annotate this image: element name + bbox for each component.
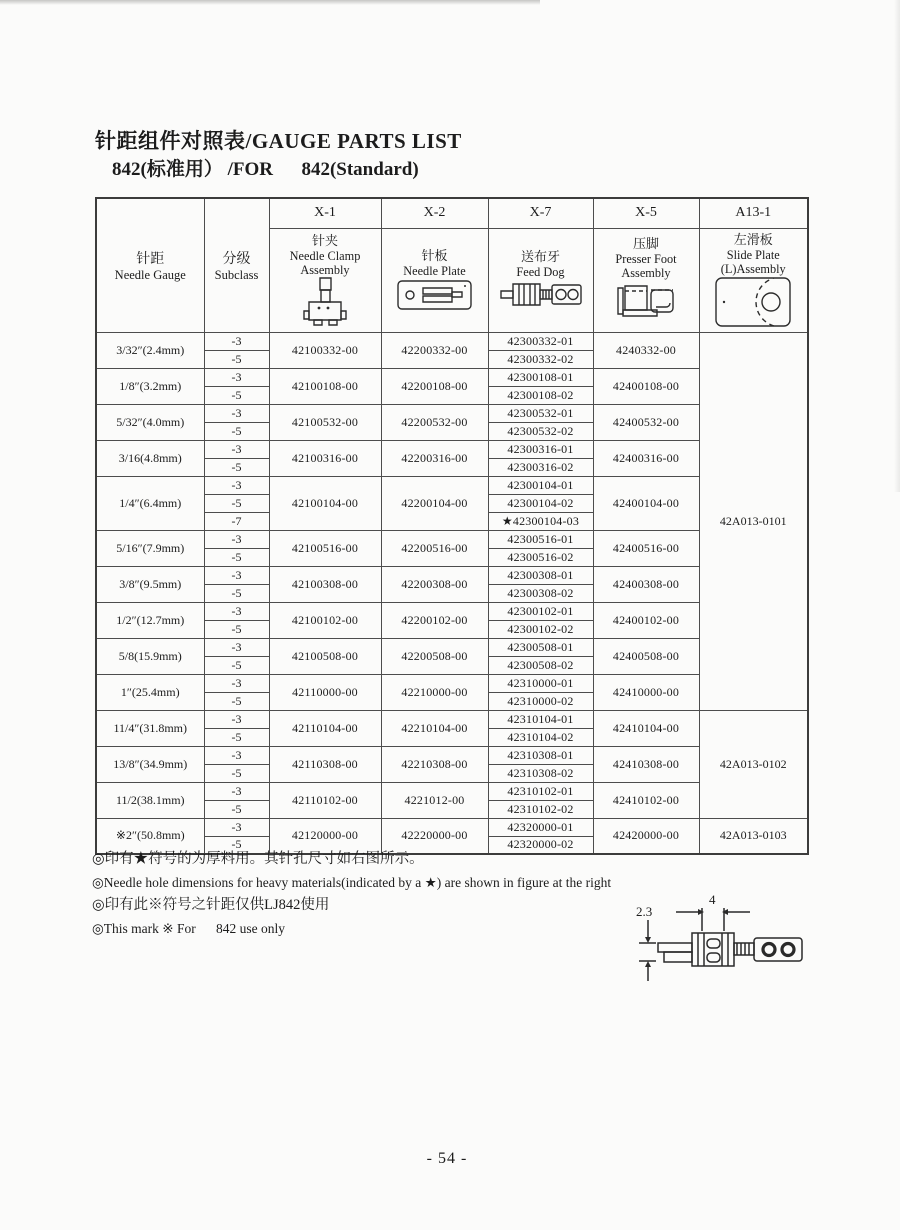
subclass-label-en: Subclass	[214, 267, 259, 282]
subclass-cell: -3	[204, 440, 269, 458]
x7-part-cell: 42300108-01	[488, 368, 593, 386]
gauge-cell: 5/16″(7.9mm)	[96, 530, 204, 566]
x1-part-cell: 42110102-00	[269, 782, 381, 818]
gauge-cell: 3/8″(9.5mm)	[96, 566, 204, 602]
x7-part-cell: 42320000-01	[488, 818, 593, 836]
a13-part-cell: 42A013-0101	[699, 332, 808, 710]
subclass-cell: -5	[204, 620, 269, 638]
figure-dim-height-label: 2.3	[636, 904, 653, 919]
x2-part-cell: 42210308-00	[381, 746, 488, 782]
subclass-cell: -3	[204, 674, 269, 692]
subclass-cell: -5	[204, 494, 269, 512]
x5-part-cell: 42400532-00	[593, 404, 699, 440]
gauge-cell: 1″(25.4mm)	[96, 674, 204, 710]
x7-part-cell: 42300102-02	[488, 620, 593, 638]
x1-part-cell: 42100516-00	[269, 530, 381, 566]
x7-part-cell: 42300532-01	[488, 404, 593, 422]
subclass-cell: -3	[204, 818, 269, 836]
col-header-x2	[381, 228, 488, 332]
needle-clamp-icon	[296, 277, 354, 327]
col-header-x7	[488, 228, 593, 332]
subclass-cell: -7	[204, 512, 269, 530]
footnote-star-zh: ◎印有★符号的为厚料用。其针孔尺寸如右图所示。	[92, 851, 424, 867]
x7-part-cell: 42310000-01	[488, 674, 593, 692]
x7-part-cell: 42310102-02	[488, 800, 593, 818]
table-row	[96, 710, 808, 728]
subclass-cell: -5	[204, 386, 269, 404]
subclass-cell: -3	[204, 602, 269, 620]
subclass-cell: -3	[204, 746, 269, 764]
subclass-cell: -5	[204, 800, 269, 818]
slide-plate-icon	[714, 276, 792, 328]
header-code-row	[96, 198, 808, 228]
x7-part-cell: 42300108-02	[488, 386, 593, 404]
footnote-mark-en: ◎This mark ※ For 842 use only	[92, 921, 285, 936]
subclass-cell: -3	[204, 404, 269, 422]
col-header-x5	[593, 228, 699, 332]
scan-artifact-right	[894, 0, 900, 492]
gauge-cell: 5/32″(4.0mm)	[96, 404, 204, 440]
x7-part-cell: 42320000-02	[488, 836, 593, 854]
subclass-cell: -5	[204, 656, 269, 674]
page-title: 针距组件对照表/GAUGE PARTS LIST	[95, 129, 462, 153]
footnote-star-en: ◎Needle hole dimensions for heavy materials(indicated by a ★) are shown in figure at the right	[92, 875, 612, 890]
subclass-cell: -3	[204, 332, 269, 350]
x2-part-cell: 42200316-00	[381, 440, 488, 476]
subclass-label-zh: 分级	[222, 251, 251, 267]
gauge-cell: 1/4″(6.4mm)	[96, 476, 204, 530]
x5-label-zh: 压脚	[632, 235, 659, 251]
a13-label-en: Slide Plate (L)Assembly	[720, 247, 786, 276]
x7-part-cell: 42300532-02	[488, 422, 593, 440]
table-row	[96, 818, 808, 836]
gauge-cell: 3/32″(2.4mm)	[96, 332, 204, 368]
x7-part-cell: 42300516-01	[488, 530, 593, 548]
presser-foot-icon	[615, 280, 677, 324]
subclass-cell: -5	[204, 548, 269, 566]
x7-part-cell: 42310104-01	[488, 710, 593, 728]
x5-part-cell: 42400516-00	[593, 530, 699, 566]
x7-label-en: Feed Dog	[516, 264, 565, 279]
subclass-cell: -5	[204, 836, 269, 854]
x7-part-cell: 42300332-02	[488, 350, 593, 368]
col-code-x2: X-2	[381, 198, 488, 228]
x1-part-cell: 42110308-00	[269, 746, 381, 782]
x7-part-cell: 42300332-01	[488, 332, 593, 350]
x7-part-cell: 42300308-01	[488, 566, 593, 584]
x5-part-cell: 42410104-00	[593, 710, 699, 746]
subclass-cell: -5	[204, 584, 269, 602]
x1-part-cell: 42100102-00	[269, 602, 381, 638]
x1-part-cell: 42100532-00	[269, 404, 381, 440]
col-code-x5: X-5	[593, 198, 699, 228]
subclass-cell: -5	[204, 350, 269, 368]
x7-part-cell: 42300508-01	[488, 638, 593, 656]
x7-part-cell: 42310000-02	[488, 692, 593, 710]
x5-part-cell: 4240332-00	[593, 332, 699, 368]
gauge-cell: 5/8(15.9mm)	[96, 638, 204, 674]
x2-part-cell: 4221012-00	[381, 782, 488, 818]
x1-part-cell: 42100508-00	[269, 638, 381, 674]
x2-label-en: Needle Plate	[403, 263, 466, 278]
x1-part-cell: 42100104-00	[269, 476, 381, 530]
subclass-cell: -5	[204, 764, 269, 782]
x1-part-cell: 42100332-00	[269, 332, 381, 368]
x1-part-cell: 42100108-00	[269, 368, 381, 404]
x2-part-cell: 42200532-00	[381, 404, 488, 440]
x5-part-cell: 42410000-00	[593, 674, 699, 710]
feed-dog-icon	[500, 279, 582, 311]
x5-part-cell: 42400104-00	[593, 476, 699, 530]
x2-part-cell: 42200332-00	[381, 332, 488, 368]
a13-label-zh: 左滑板	[733, 231, 773, 247]
subclass-cell: -3	[204, 710, 269, 728]
needle-gauge-label-zh: 针距	[136, 251, 165, 267]
col-code-x1: X-1	[269, 198, 381, 228]
gauge-cell: 1/8″(3.2mm)	[96, 368, 204, 404]
x1-part-cell: 42110000-00	[269, 674, 381, 710]
col-code-x7: X-7	[488, 198, 593, 228]
x5-part-cell: 42400108-00	[593, 368, 699, 404]
x2-part-cell: 42210104-00	[381, 710, 488, 746]
footnotes	[92, 848, 692, 940]
x5-part-cell: 42400102-00	[593, 602, 699, 638]
x7-part-cell: 42310102-01	[488, 782, 593, 800]
x2-part-cell: 42220000-00	[381, 818, 488, 854]
subclass-cell: -3	[204, 566, 269, 584]
x5-part-cell: 42420000-00	[593, 818, 699, 854]
x7-part-cell: 42310104-02	[488, 728, 593, 746]
gauge-table-body	[96, 332, 808, 854]
x5-part-cell: 42410102-00	[593, 782, 699, 818]
x5-part-cell: 42400316-00	[593, 440, 699, 476]
x1-part-cell: 42110104-00	[269, 710, 381, 746]
needle-gauge-label-en: Needle Gauge	[114, 267, 186, 282]
x7-part-cell: 42300308-02	[488, 584, 593, 602]
scan-artifact-top	[0, 0, 540, 5]
needle-hole-dimension-figure	[628, 893, 873, 1001]
table-header	[96, 198, 808, 332]
x7-part-cell: 42310308-01	[488, 746, 593, 764]
needle-plate-icon	[396, 278, 474, 312]
subclass-cell: -3	[204, 638, 269, 656]
col-header-subclass	[204, 198, 269, 332]
a13-part-cell: 42A013-0103	[699, 818, 808, 854]
col-header-needle-gauge	[96, 198, 204, 332]
subclass-cell: -5	[204, 458, 269, 476]
x2-part-cell: 42200102-00	[381, 602, 488, 638]
gauge-cell: 11/2(38.1mm)	[96, 782, 204, 818]
figure-dim-width-label: 4	[709, 893, 716, 907]
x2-label-zh: 针板	[421, 247, 448, 263]
footnote-mark-zh: ◎印有此※符号之针距仅供LJ842使用	[92, 897, 330, 913]
x7-part-cell: 42300508-02	[488, 656, 593, 674]
subclass-cell: -3	[204, 476, 269, 494]
subclass-cell: -5	[204, 692, 269, 710]
col-header-x1	[269, 228, 381, 332]
x2-part-cell: 42200108-00	[381, 368, 488, 404]
a13-part-cell: 42A013-0102	[699, 710, 808, 818]
x1-label-en: Needle Clamp Assembly	[289, 248, 361, 277]
x1-label-zh: 针夹	[311, 232, 338, 248]
x5-part-cell: 42400508-00	[593, 638, 699, 674]
x7-part-cell: 42300316-02	[488, 458, 593, 476]
subclass-cell: -3	[204, 530, 269, 548]
gauge-cell: 3/16(4.8mm)	[96, 440, 204, 476]
gauge-parts-table	[95, 197, 809, 855]
x1-part-cell: 42120000-00	[269, 818, 381, 854]
x7-part-cell: ★42300104-03	[488, 512, 593, 530]
x5-label-en: Presser Foot Assembly	[615, 251, 677, 280]
x1-part-cell: 42100308-00	[269, 566, 381, 602]
x5-part-cell: 42410308-00	[593, 746, 699, 782]
x2-part-cell: 42200516-00	[381, 530, 488, 566]
x7-part-cell: 42300102-01	[488, 602, 593, 620]
subclass-cell: -3	[204, 368, 269, 386]
x2-part-cell: 42200104-00	[381, 476, 488, 530]
x2-part-cell: 42210000-00	[381, 674, 488, 710]
x7-label-zh: 送布牙	[520, 248, 560, 264]
x7-part-cell: 42300104-01	[488, 476, 593, 494]
subclass-cell: -5	[204, 422, 269, 440]
col-code-a13: A13-1	[699, 198, 808, 228]
x7-part-cell: 42300316-01	[488, 440, 593, 458]
subclass-cell: -5	[204, 728, 269, 746]
x7-part-cell: 42300516-02	[488, 548, 593, 566]
col-header-a13	[699, 228, 808, 332]
gauge-cell: 1/2″(12.7mm)	[96, 602, 204, 638]
x2-part-cell: 42200508-00	[381, 638, 488, 674]
x7-part-cell: 42310308-02	[488, 764, 593, 782]
table-row	[96, 332, 808, 350]
gauge-cell: 13/8″(34.9mm)	[96, 746, 204, 782]
x2-part-cell: 42200308-00	[381, 566, 488, 602]
page-subtitle: 842(标准用） /FOR 842(Standard)	[112, 159, 419, 180]
x7-part-cell: 42300104-02	[488, 494, 593, 512]
x5-part-cell: 42400308-00	[593, 566, 699, 602]
subclass-cell: -3	[204, 782, 269, 800]
gauge-cell: 11/4″(31.8mm)	[96, 710, 204, 746]
x1-part-cell: 42100316-00	[269, 440, 381, 476]
gauge-cell: ※2″(50.8mm)	[96, 818, 204, 854]
page-number: - 54 -	[426, 1150, 468, 1167]
